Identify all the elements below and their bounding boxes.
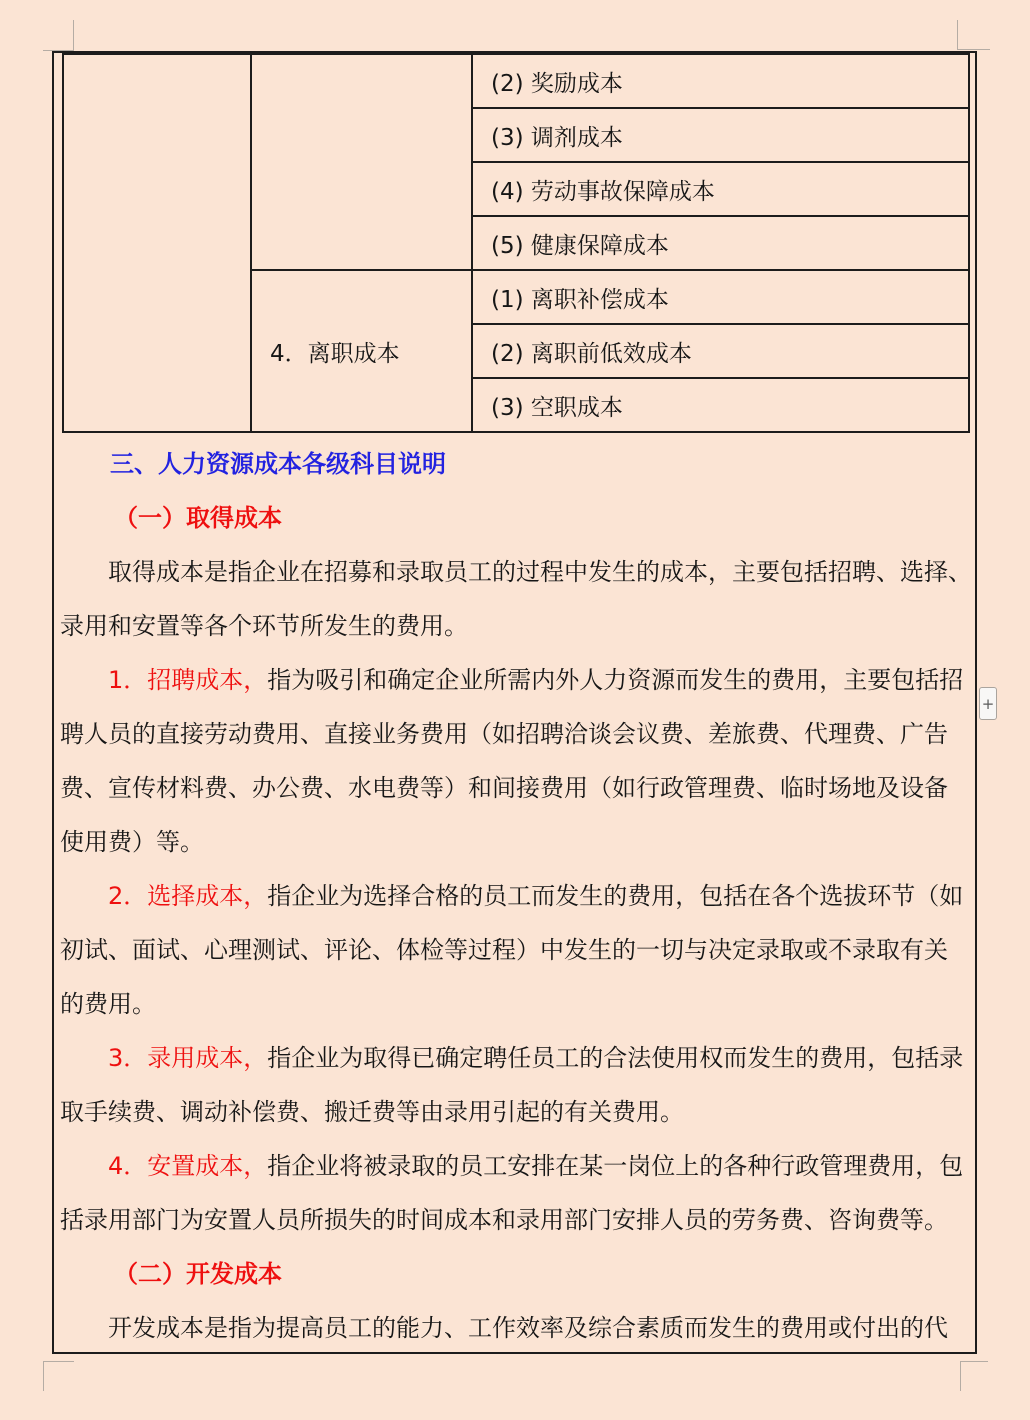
- red-term-recruitment-cost: 1．招聘成本，: [108, 666, 268, 694]
- body-line: 录用和安置等各个环节所发生的费用。: [60, 612, 468, 640]
- table-cell-item: (2) 奖励成本: [472, 53, 969, 108]
- subsection-heading-acquisition-cost: （一）取得成本: [114, 504, 282, 532]
- body-line: 初试、面试、心理测试、评论、体检等过程）中发生的一切与决定录取或不录取有关: [60, 936, 948, 964]
- document-body: [60, 437, 974, 1355]
- body-line: 取手续费、调动补偿费、搬迁费等由录用引起的有关费用。: [60, 1098, 684, 1126]
- body-line: 使用费）等。: [60, 828, 204, 856]
- cost-table: [62, 51, 970, 433]
- table-cell-item: (5) 健康保障成本: [472, 216, 969, 270]
- body-line-text: 指企业为取得已确定聘任员工的合法使用权而发生的费用，包括录: [267, 1044, 964, 1072]
- margin-mark-bottom-left: [43, 1361, 74, 1391]
- body-line: [60, 653, 974, 707]
- margin-mark-top-left: [43, 20, 74, 51]
- body-line-text: 指企业将被录取的员工安排在某一岗位上的各种行政管理费用，包: [267, 1152, 964, 1180]
- body-line: 费、宣传材料费、办公费、水电费等）和间接费用（如行政管理费、临时场地及设备: [60, 774, 948, 802]
- table-cell-item: (3) 调剂成本: [472, 108, 969, 162]
- body-line: 取得成本是指企业在招募和录取员工的过程中发生的成本，主要包括招聘、选择、: [108, 558, 972, 586]
- table-cell-item: (4) 劳动事故保障成本: [472, 162, 969, 216]
- body-line: [60, 1139, 974, 1193]
- body-line: 的费用。: [60, 990, 156, 1018]
- body-line: 括录用部门为安置人员所损失的时间成本和录用部门安排人员的劳务费、咨询费等。: [60, 1206, 948, 1234]
- body-line: [60, 1031, 974, 1085]
- red-term-placement-cost: 4．安置成本，: [108, 1152, 268, 1180]
- margin-mark-top-right: [957, 20, 990, 50]
- table-cell-item: (1) 离职补偿成本: [472, 270, 969, 324]
- red-term-selection-cost: 2．选择成本，: [108, 882, 268, 910]
- table-cell-item: (2) 离职前低效成本: [472, 324, 969, 378]
- body-line-text: 指企业为选择合格的员工而发生的费用，包括在各个选拔环节（如: [267, 882, 964, 910]
- group-cell-leave-cost: 4．离职成本: [251, 270, 472, 432]
- subsection-heading-development-cost: （二）开发成本: [114, 1260, 282, 1288]
- red-term-employment-cost: 3．录用成本，: [108, 1044, 268, 1072]
- table-cell-item: (3) 空职成本: [472, 378, 969, 432]
- section-heading-blue: 三、人力资源成本各级科目说明: [110, 450, 446, 478]
- body-line: 聘人员的直接劳动费用、直接业务费用（如招聘洽谈会议费、差旅费、代理费、广告: [60, 720, 948, 748]
- insert-plus-button[interactable]: +: [979, 687, 997, 720]
- body-line-text: 指为吸引和确定企业所需内外人力资源而发生的费用，主要包括招: [267, 666, 964, 694]
- category-cell: [63, 53, 251, 432]
- table-row: [63, 53, 969, 108]
- body-line: [60, 869, 974, 923]
- margin-mark-bottom-right: [960, 1361, 988, 1391]
- group-cell-top: [251, 53, 472, 270]
- body-line: 开发成本是指为提高员工的能力、工作效率及综合素质而发生的费用或付出的代: [108, 1314, 948, 1342]
